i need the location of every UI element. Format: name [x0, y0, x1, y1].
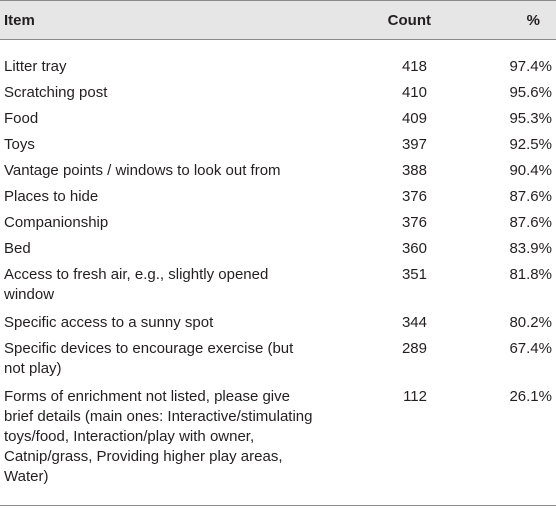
cell-percent: 97.4% — [509, 58, 552, 75]
bottom-rule — [0, 505, 556, 506]
cell-count: 112 — [403, 388, 427, 405]
table-row — [0, 387, 552, 487]
header-percent: % — [526, 12, 540, 29]
cell-item: Toys — [4, 136, 35, 153]
cell-item: Companionship — [4, 214, 109, 231]
cell-percent: 80.2% — [509, 314, 552, 331]
table-row — [0, 187, 552, 207]
cell-count: 409 — [401, 110, 427, 127]
table-row — [0, 135, 552, 155]
table-row — [0, 265, 552, 305]
cell-count: 418 — [401, 58, 427, 75]
table-header — [0, 0, 556, 40]
cell-item: Bed — [4, 240, 31, 257]
table-row — [0, 313, 552, 333]
cell-count: 388 — [401, 162, 427, 179]
table-row — [0, 161, 552, 181]
cell-percent: 95.6% — [509, 84, 552, 101]
header-item: Item — [4, 12, 35, 29]
cell-count: 289 — [401, 340, 427, 357]
cell-percent: 26.1% — [509, 388, 552, 405]
cell-item: Vantage points / windows to look out from — [4, 162, 281, 179]
cell-percent: 83.9% — [509, 240, 552, 257]
cell-percent: 87.6% — [509, 214, 552, 231]
cell-item: Food — [4, 110, 39, 127]
table-row — [0, 339, 552, 379]
cell-count: 360 — [401, 240, 427, 257]
cell-percent: 81.8% — [509, 266, 552, 283]
header-count: Count — [387, 12, 431, 29]
table-row — [0, 239, 552, 259]
cell-count: 344 — [401, 314, 427, 331]
table-row — [0, 109, 552, 129]
table-row — [0, 83, 552, 103]
cell-item: Scratching post — [4, 84, 108, 101]
cell-item: Access to fresh air, e.g., slightly opened window — [4, 266, 269, 303]
cell-item: Specific access to a sunny spot — [4, 314, 214, 331]
cell-item: Specific devices to encourage exercise (but not play) — [4, 340, 294, 377]
cell-percent: 67.4% — [509, 340, 552, 357]
cell-count: 410 — [401, 84, 427, 101]
cell-percent: 92.5% — [509, 136, 552, 153]
table-row — [0, 213, 552, 233]
cell-percent: 90.4% — [509, 162, 552, 179]
cell-count: 376 — [401, 188, 427, 205]
table-row — [0, 57, 552, 77]
cell-item: Litter tray — [4, 58, 67, 75]
cell-percent: 95.3% — [509, 110, 552, 127]
cell-count: 351 — [401, 266, 427, 283]
cell-percent: 87.6% — [509, 188, 552, 205]
cell-count: 376 — [401, 214, 427, 231]
cell-count: 397 — [401, 136, 427, 153]
cell-item: Places to hide — [4, 188, 99, 205]
cell-item: Forms of enrichment not listed, please give brief details (main ones: Interactive/stimulating toys/food, Interaction/play with owner, Catnip/grass, Providing higher play areas, Water) — [4, 388, 313, 485]
